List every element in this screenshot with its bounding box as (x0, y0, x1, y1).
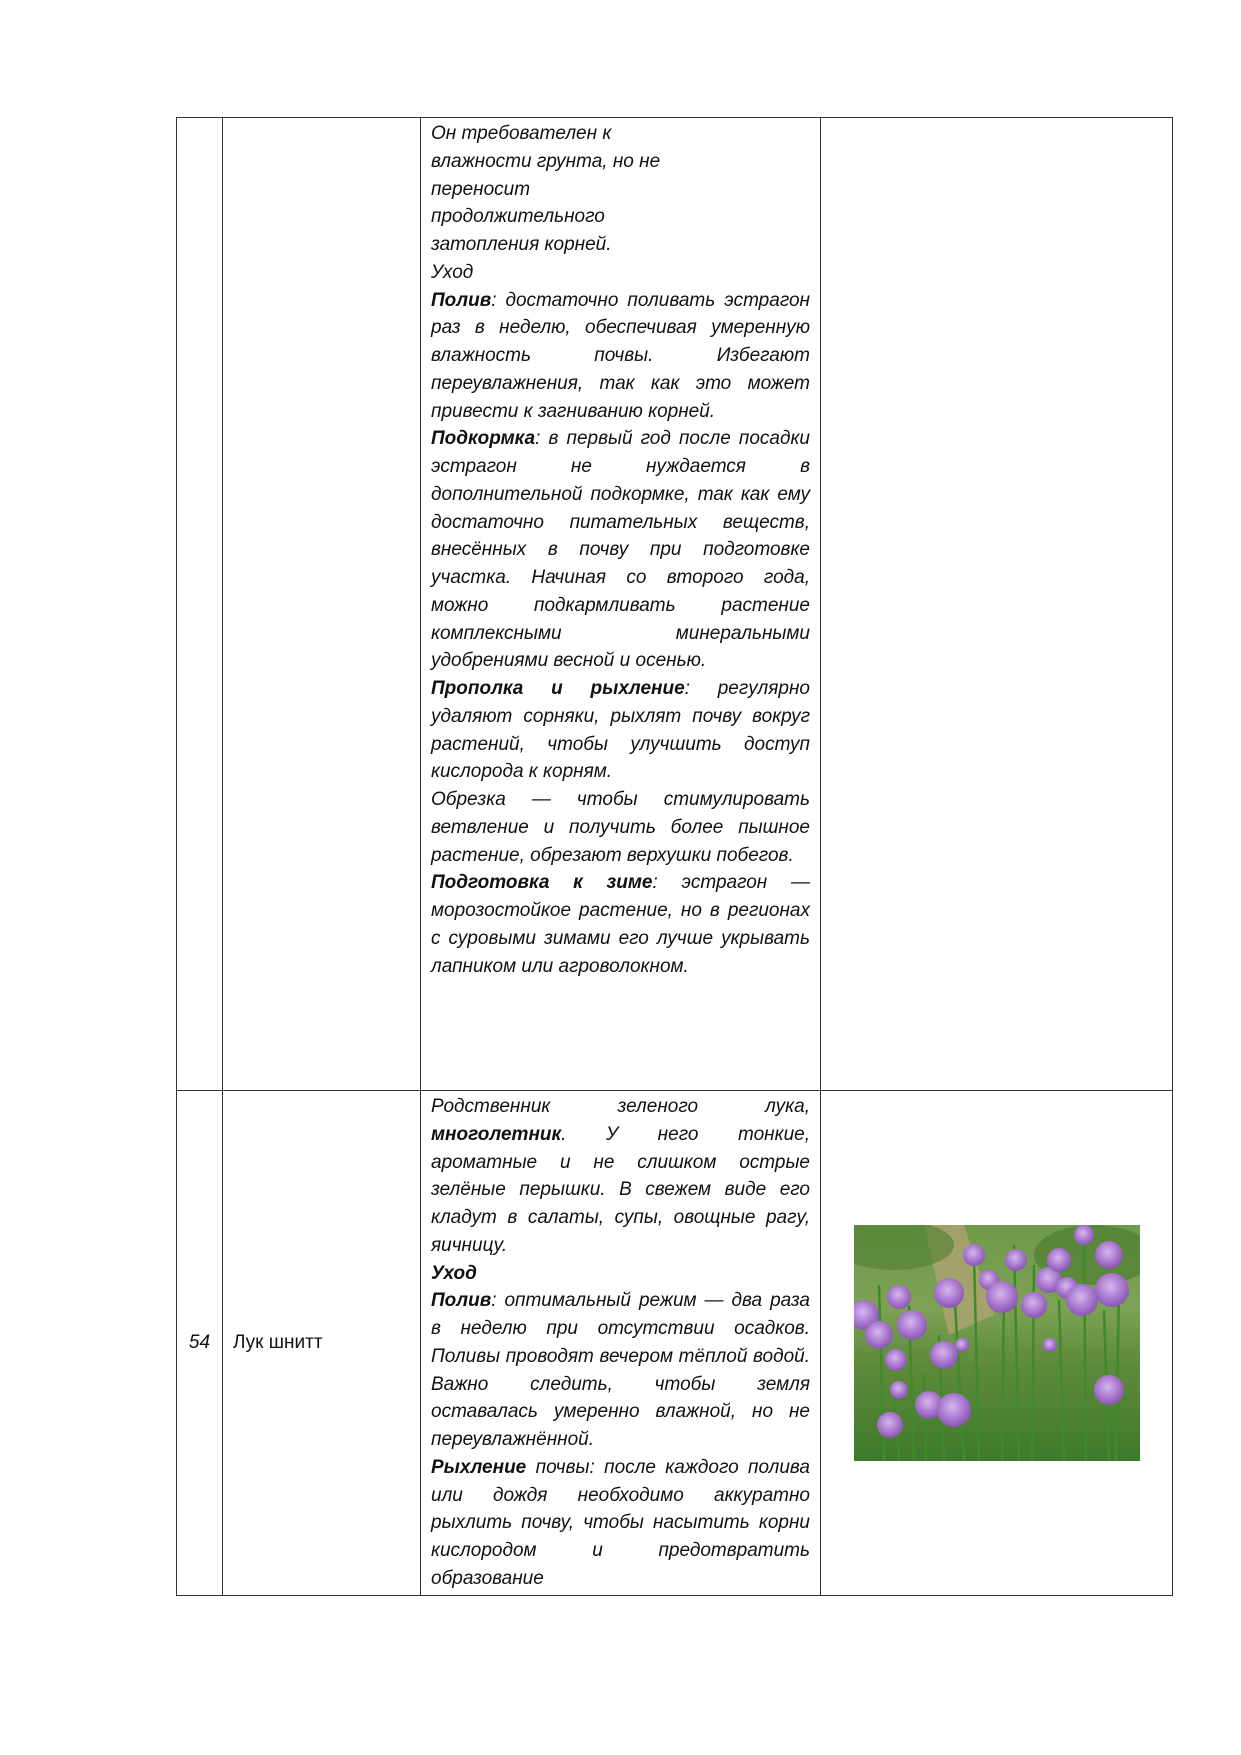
bold-term: Полив (431, 289, 492, 311)
text-run: : регулярно удаляют сорняки, рыхлят почву вокруг растений, чтобы улучшить доступ кислорода к корням. (431, 678, 810, 783)
description-paragraph (431, 203, 810, 231)
text-run: : оптимальный режим — два раза в неделю при отсутствии осадков. Поливы проводят вечером тёплой водой. Важно следить, чтобы земля оставалась умеренно влажной, но не переувлажнённой. (431, 1290, 810, 1450)
description-paragraph (431, 176, 810, 204)
description-paragraph (431, 425, 810, 675)
description-text (421, 118, 820, 982)
description-paragraph (431, 869, 810, 980)
bold-term: многолетник (431, 1123, 562, 1145)
description-paragraph (431, 287, 810, 426)
text-run: Он требователен к (431, 123, 612, 144)
table-row (177, 1091, 1173, 1596)
description-paragraph (431, 786, 810, 869)
description-paragraph (431, 1454, 810, 1593)
text-run: почвы: после каждого полива или дождя необходимо аккуратно рыхлить почву, чтобы насытить корни кислородом и предотвратить образование (431, 1456, 810, 1589)
description-paragraph (431, 675, 810, 786)
text-run: Обрезка — чтобы стимулировать ветвление и получить более пышное растение, обрезают верхушки побегов. (431, 789, 810, 866)
text-run: Уход (431, 261, 474, 283)
plant-name-cell (223, 118, 421, 1091)
text-run: : эстрагон — морозостойкое растение, но в регионах с суровыми зимами его лучше укрывать лапником или агроволокном. (431, 872, 810, 977)
text-run: переносит (431, 178, 531, 200)
description-paragraph (431, 1260, 810, 1288)
plant-name-cell (223, 1091, 421, 1596)
chives-photo (854, 1225, 1140, 1461)
bold-term: Подготовка к зиме (431, 872, 653, 894)
row-number-cell (177, 118, 223, 1091)
bold-term: Прополка и рыхление (431, 678, 685, 699)
description-paragraph (431, 1093, 810, 1260)
plant-name: Лук шнитт (233, 1331, 323, 1353)
description-paragraph (431, 231, 810, 259)
image-cell (821, 1091, 1173, 1596)
description-paragraph (431, 148, 810, 176)
description-paragraph (431, 1287, 810, 1454)
bold-term: Уход (431, 1262, 477, 1284)
text-run: . У него тонкие, ароматные и не слишком острые зелёные перышки. В свежем виде его кладут в салаты, супы, овощные рагу, яичницу. (431, 1123, 810, 1256)
bold-term: Полив (431, 1290, 492, 1312)
description-cell (421, 1091, 821, 1596)
description-cell (421, 118, 821, 1091)
description-paragraph (431, 120, 810, 148)
description-paragraph (431, 259, 810, 287)
text-run: : в первый год после посадки эстрагон не нуждается в дополнительной подкормке, так как ему достаточно питательных веществ, внесённых в почву при подготовке участка. Начиная со второго года, можно подкармливать растение комплексными минеральными удобрениями весной и осенью. (431, 428, 810, 672)
text-run: : достаточно поливать эстрагон раз в неделю, обеспечивая умеренную влажность почвы. Избегают переувлажнения, так как это может привести к загниванию корней. (431, 289, 810, 422)
image-cell (821, 118, 1173, 1091)
text-run: Родственник зеленого лука, (431, 1096, 810, 1117)
table-row (177, 118, 1173, 1091)
text-run: влажности грунта, но не (431, 150, 661, 172)
description-text (421, 1091, 820, 1595)
row-number: 54 (188, 1331, 211, 1353)
row-number-cell (177, 1091, 223, 1596)
text-run: затопления корней. (431, 234, 612, 255)
plants-table (176, 117, 1173, 1596)
bold-term: Подкормка (431, 428, 536, 450)
text-run: продолжительного (431, 206, 605, 228)
bold-term: Рыхление (431, 1456, 527, 1478)
